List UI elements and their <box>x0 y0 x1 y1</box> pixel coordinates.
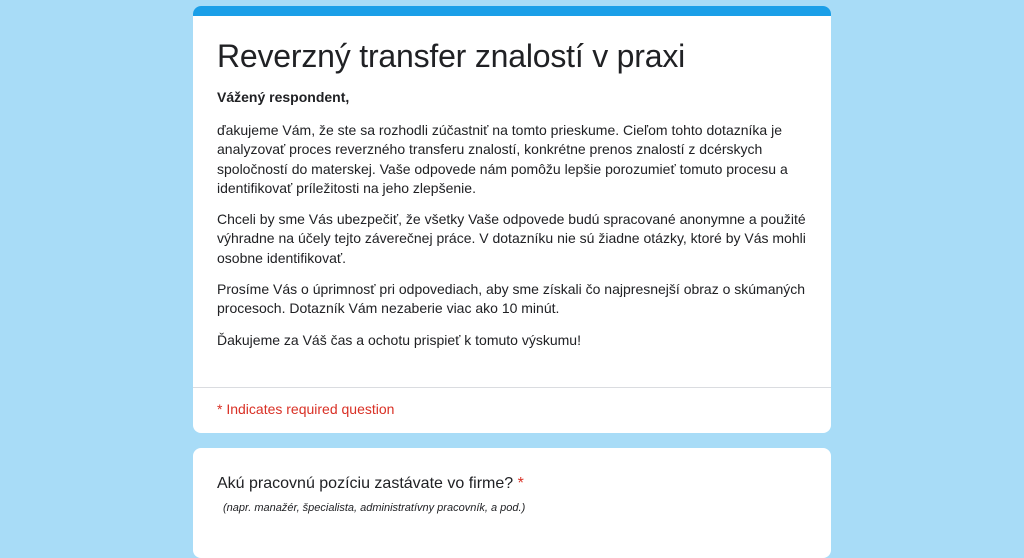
form-description-paragraph: Ďakujeme za Váš čas a ochotu prispieť k tomuto výskumu! <box>217 331 581 348</box>
question-title-text: Akú pracovnú pozíciu zastávate vo firme? <box>217 475 514 492</box>
form-header-content <box>193 16 831 350</box>
header-divider <box>193 387 831 388</box>
form-description-paragraph: Prosíme Vás o úprimnosť pri odpovediach, aby sme získali čo najpresnejší obraz o skúmaných procesoch. Dotazník Vám nezaberie viac ako 10 minút. <box>217 281 806 317</box>
accent-bar <box>193 6 831 16</box>
question-title <box>217 472 807 496</box>
form-greeting: Vážený respondent, <box>217 89 350 105</box>
form-title: Reverzný transfer znalostí v praxi <box>217 38 686 74</box>
question-hint: (napr. manažér, špecialista, administratívny pracovník, a pod.) <box>223 502 526 514</box>
form-description-paragraph: Chceli by sme Vás ubezpečiť, že všetky Vaše odpovede budú spracované anonymne a použité výhradne na účely tejto záverečnej práce. V dotazníku nie sú žiadne otázky, ktoré by Vás mohli osobne identifikovať. <box>217 211 806 266</box>
form-description-paragraph: ďakujeme Vám, že ste sa rozhodli zúčastniť na tomto prieskume. Cieľom tohto dotazníka je analyzovať proces reverzného transferu znalostí, konkrétne prenos znalostí z dcérskych spoločností do materskej. Vaše odpovede nám pomôžu lepšie porozumieť tomuto procesu a identifikovať príležitosti na jeho zlepšenie. <box>217 122 788 196</box>
required-asterisk: * <box>517 475 524 492</box>
form-header-card <box>193 6 831 433</box>
required-note: * Indicates required question <box>217 401 395 417</box>
question-card <box>193 448 831 558</box>
